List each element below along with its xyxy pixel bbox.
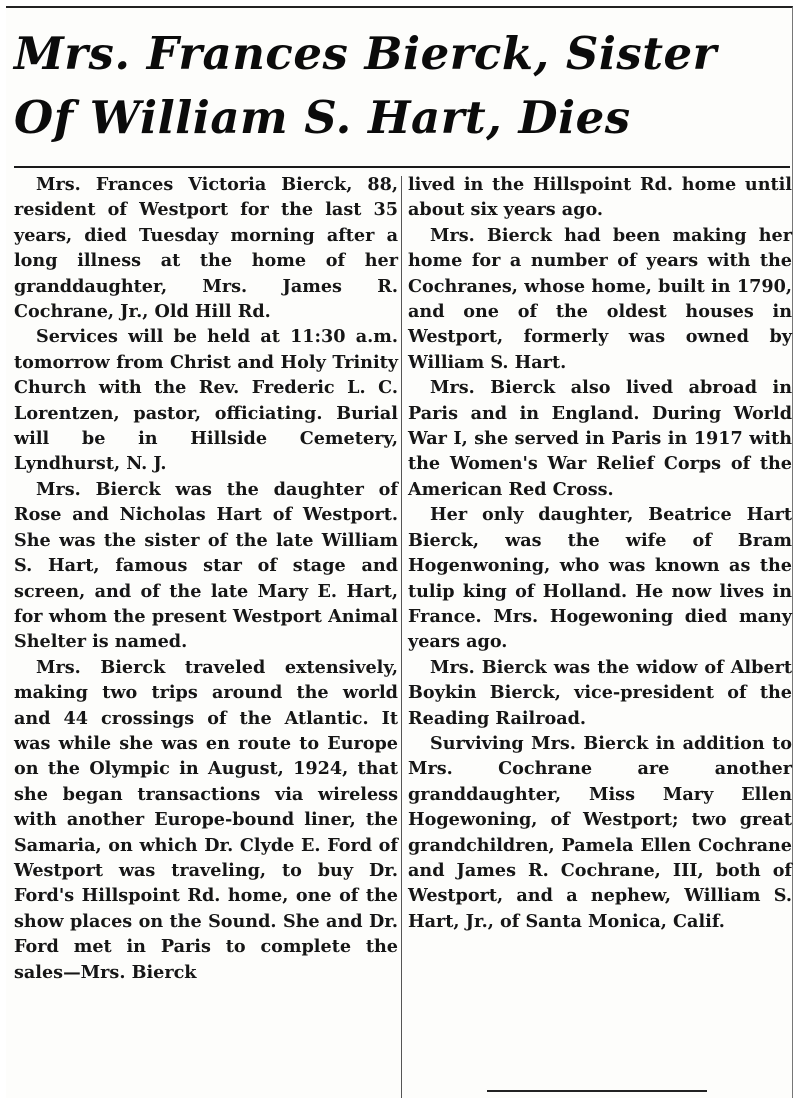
paragraph: Mrs. Bierck had been making her home for a number of years with the Cochranes, whose home, built in 1790, and one of the oldest houses in Westport, formerly was owned by William S. Hart.: [408, 224, 792, 373]
article-end-rule: [487, 1090, 707, 1092]
paragraph: Mrs. Bierck was the widow of Albert Boykin Bierck, vice-president of the Reading Railroad.: [408, 656, 792, 729]
paragraph: Services will be held at 11:30 a.m. tomorrow from Christ and Holy Trinity Church with the Rev. Frederic L. C. Lorentzen, pastor, officiating. Burial will be in Hillside Cemetery, Lyndhurst, N. J.: [14, 326, 398, 475]
paragraph: Her only daughter, Beatrice Hart Bierck, was the wife of Bram Hogenwoning, who was known as the tulip king of Holland. He now lives in France. Mrs. Hogewoning died many years ago.: [408, 504, 792, 653]
article-column-right: [408, 172, 792, 934]
paragraph: Mrs. Frances Victoria Bierck, 88, resident of Westport for the last 35 years, died Tuesday morning after a long illness at the home of her granddaughter, Mrs. James R. Cochrane, Jr., Old Hill Rd.: [14, 174, 398, 323]
paragraph: Surviving Mrs. Bierck in addition to Mrs. Cochrane are another granddaughter, Miss Mary Ellen Hogewoning, of Westport; two great grandchildren, Pamela Ellen Cochrane and James R. Cochrane, III, both of Westport, and a nephew, William S. Hart, Jr., of Santa Monica, Calif.: [408, 732, 792, 932]
paragraph: Mrs. Bierck traveled extensively, making two trips around the world and 44 crossings of the Atlantic. It was while she was en route to Europe on the Olympic in August, 1924, that she began transactions via wireless with another Europe-bound liner, the Samaria, on which Dr. Clyde E. Ford of Westport was traveling, to buy Dr. Ford's Hillspoint Rd. home, one of the show places on the Sound. She and Dr. Ford met in Paris to complete the sales—Mrs. Bierck: [14, 656, 398, 983]
article-column-left: [14, 172, 398, 985]
headline: Mrs. Frances Bierck, Sister Of William S. Hart, Dies: [14, 27, 717, 144]
paragraph: Mrs. Bierck was the daughter of Rose and Nicholas Hart of Westport. She was the sister of the late William S. Hart, famous star of stage and screen, and of the late Mary E. Hart, for whom the present Westport Animal Shelter is named.: [14, 478, 398, 653]
paragraph: Mrs. Bierck also lived abroad in Paris and in England. During World War I, she served in Paris in 1917 with the Women's War Relief Corps of the American Red Cross.: [408, 377, 792, 500]
paragraph-continued: lived in the Hillspoint Rd. home until about six years ago.: [408, 174, 792, 221]
headline-rule: [14, 166, 790, 168]
column-divider: [401, 176, 402, 1098]
